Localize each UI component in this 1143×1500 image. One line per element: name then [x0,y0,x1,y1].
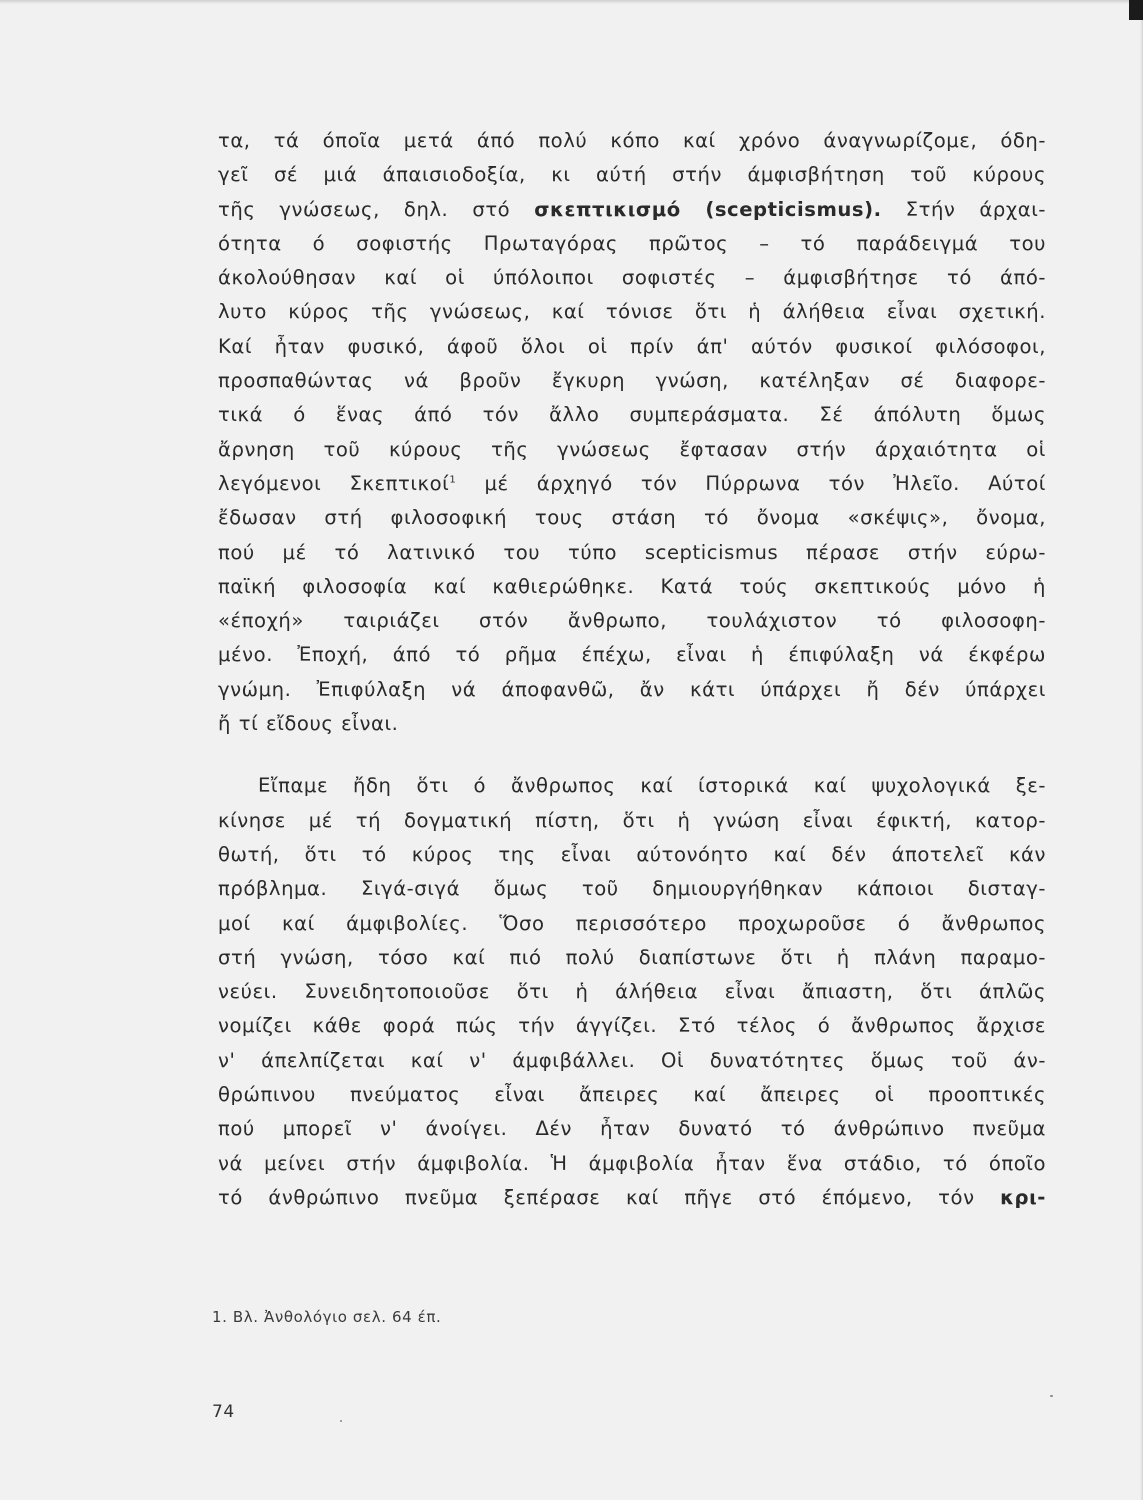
text-line: Καί ἦταν φυσικό, άφοῦ ὅλοι οἱ πρίν άπ' αύτόν φυσικοί φιλόσοφοι, [218,334,1046,358]
text-line: λυτο κύρος τῆς γνώσεως, καί τόνισε ὅτι ἡ άλήθεια εἶναι σχετική. [218,300,1046,324]
text-line: μοί καί άμφιβολίες. Ὅσο περισσότερο προχωροῦσε ό ἄνθρωπος [218,911,1046,935]
paragraph-2 [218,769,1046,1215]
text-line: γνώμη. Ἐπιφύλαξη νά άποφανθῶ, ἄν κάτι ύπάρχει ἤ δέν ύπάρχει [218,677,1046,701]
paragraph-1 [218,124,1046,741]
text-line: ότητα ό σοφιστής Πρωταγόρας πρῶτος – τό παράδειγμά του [218,231,1046,255]
text-line: πού μέ τό λατινικό του τύπο scepticismus πέρασε στήν εύρω- [218,540,1046,564]
text-line: ἤ τί εἴδους εἶναι. [218,712,399,736]
text-line: τα, τά όποῖα μετά άπό πολύ κόπο καί χρόνο άναγνωρίζομε, όδη- [218,129,1046,152]
text-line: νομίζει κάθε φορά πώς τήν άγγίζει. Στό τέλος ό ἄνθρωπος ἄρχισε [218,1014,1046,1038]
text-line [218,193,1046,227]
text-segment: τό άνθρώπινο πνεῦμα ξεπέρασε καί πῆγε στό έπόμενο, τόν [218,1185,975,1209]
text-line: γεῖ σέ μιά άπαισιοδοξία, κι αύτή στήν άμφισβήτηση τοῦ κύρους [218,163,1046,187]
text-line: θωτή, ὅτι τό κύρος της εἶναι αύτονόητο καί δέν άποτελεῖ κάν [218,842,1046,866]
text-line: νά μείνει στήν άμφιβολία. Ἡ άμφιβολία ἦταν ἕνα στάδιο, τό όποῖο [218,1151,1046,1175]
text-line: στή γνώση, τόσο καί πιό πολύ διαπίστωνε ὅτι ἡ πλάνη παραμο- [218,945,1046,969]
text-segment: μέ άρχηγό τόν Πύρρωνα τόν Ἠλεῖο. Αύτοί [456,471,1046,495]
scan-edge-top [0,0,1143,4]
text-line: ν' άπελπίζεται καί ν' άμφιβάλλει. Οἱ δυνατότητες ὅμως τοῦ άν- [218,1048,1046,1072]
text-line: κίνησε μέ τή δογματική πίστη, ὅτι ἡ γνώση εἶναι έφικτή, κατορ- [218,808,1046,832]
text-line: πρόβλημα. Σιγά-σιγά ὅμως τοῦ δημιουργήθηκαν κάποιοι δισταγ- [218,877,1046,901]
text-segment: τῆς γνώσεως, δηλ. στό [218,197,511,221]
body-text [218,124,1046,1215]
text-line: θρώπινου πνεύματος εἶναι ἄπειρες καί ἄπειρες οἱ προοπτικές [218,1083,1046,1107]
text-line: ἄρνηση τοῦ κύρους τῆς γνώσεως ἔφτασαν στήν άρχαιότητα οἱ [218,437,1046,461]
text-line: ἔδωσαν στή φιλοσοφική τους στάση τό ὄνομα «σκέψις», ὄνομα, [218,506,1046,530]
text-line: πού μπορεῖ ν' άνοίγει. Δέν ἦταν δυνατό τό άνθρώπινο πνεῦμα [218,1117,1046,1141]
text-segment: λεγόμενοι Σκεπτικοί [218,471,450,495]
text-line: μένο. Ἐποχή, άπό τό ρῆμα έπέχω, εἶναι ἡ έπιφύλαξη νά έκφέρω [218,643,1046,667]
footnote: 1. Βλ. Ἀνθολόγιο σελ. 64 έπ. [212,1308,442,1326]
text-segment: Στήν άρχαι- [881,197,1046,221]
text-line [218,467,1046,501]
scan-edge-corner [1129,0,1143,20]
text-line: τικά ό ἕνας άπό τόν ἄλλο συμπεράσματα. Σέ άπόλυτη ὅμως [218,403,1046,427]
paragraph-gap [218,741,1046,769]
text-line: άκολούθησαν καί οἱ ύπόλοιποι σοφιστές – άμφισβήτησε τό άπό- [218,266,1046,290]
text-line: προσπαθώντας νά βροῦν ἔγκυρη γνώση, κατέληξαν σέ διαφορε- [218,369,1046,393]
footnote-marker: 1 [449,474,457,486]
page-number: 74 [212,1402,235,1422]
text-line: νεύει. Συνειδητοποιοῦσε ὅτι ἡ άλήθεια εἶναι ἄπιαστη, ὅτι άπλῶς [218,980,1046,1004]
scan-speck [1050,1395,1053,1397]
scan-speck [340,1420,342,1422]
text-line: Εἴπαμε ἤδη ὅτι ό ἄνθρωπος καί ίστορικά καί ψυχολογικά ξε- [258,774,1046,798]
text-line: παϊκή φιλοσοφία καί καθιερώθηκε. Κατά τούς σκεπτικούς μόνο ἡ [218,574,1046,598]
text-line: «έποχή» ταιριάζει στόν ἄνθρωπο, τουλάχιστον τό φιλοσοφη- [218,609,1046,633]
text-line [218,1181,1046,1215]
bold-term: κρι- [1000,1185,1046,1209]
bold-term: σκεπτικισμό (scepticismus). [534,197,882,221]
